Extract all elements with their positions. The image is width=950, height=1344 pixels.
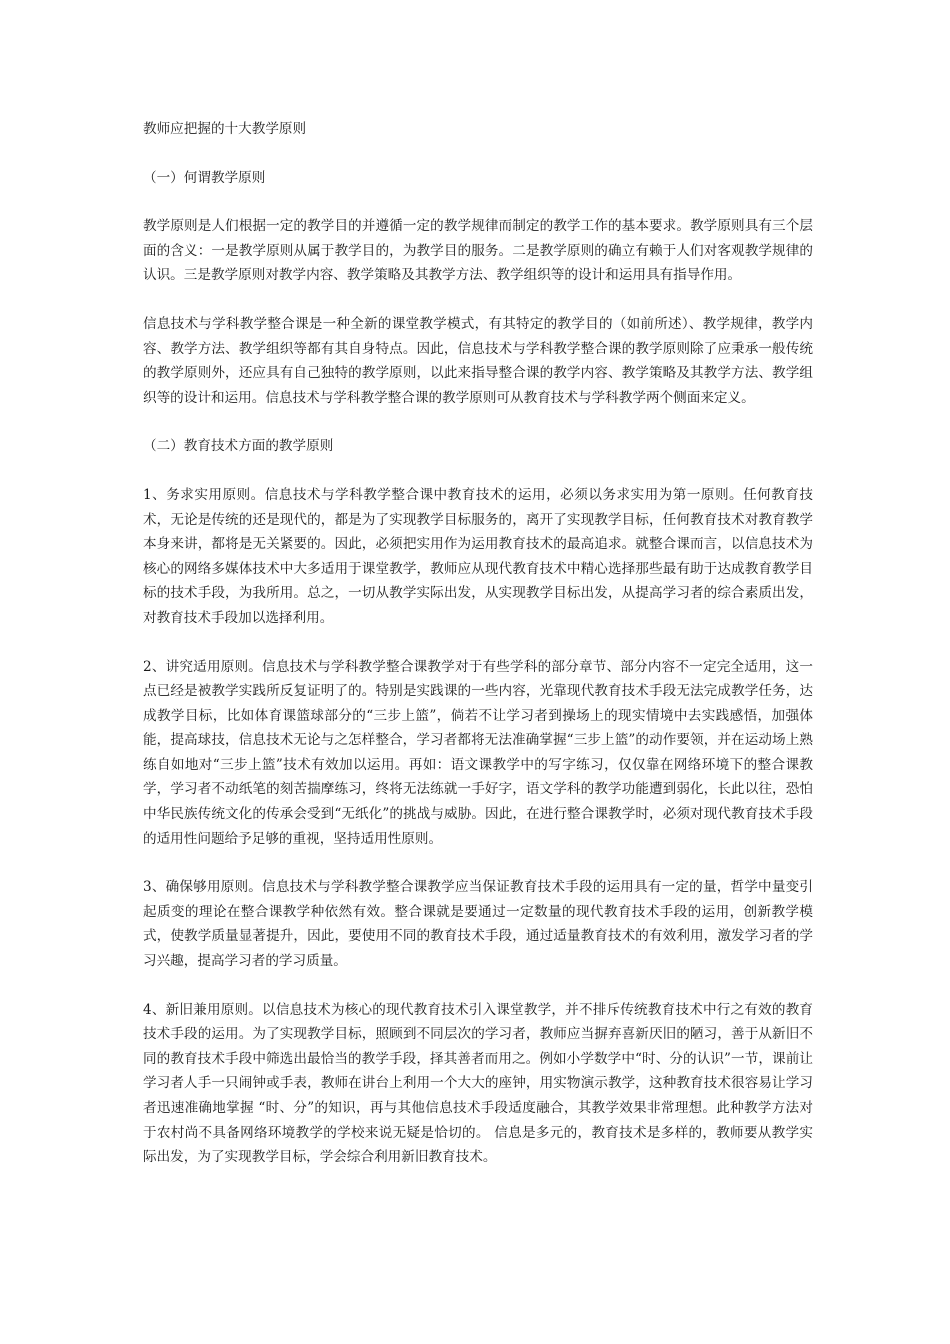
paragraph: 教学原则是人们根据一定的教学目的并遵循一定的教学规律而制定的教学工作的基本要求。教学原则具有三个层面的含义：一是教学原则从属于教学目的，为教学目的服务。二是教学原则的确立有赖于人们对客观教学规律的认识。三是教学原则对教学内容、教学策略及其教学方法、教学组织等的设计和运用具有指导作用。 [143,218,813,284]
document-title: 教师应把握的十大教学原则 [143,121,307,137]
paragraph: 2、讲究适用原则。信息技术与学科教学整合课教学对于有些学科的部分章节、部分内容不一定完全适用，这一点已经是被教学实践所反复证明了的。特别是实践课的一些内容，光靠现代教育技术手段无法完成教学任务，达成教学目标，比如体育课篮球部分的“三步上篮”，倘若不让学习者到操场上的现实情境中去实践感悟，加强体能，提高球技，信息技术无论与之怎样整合，学习者都将无法准确掌握“三步上篮”的动作要领，并在运动场上熟练自如地对“三步上篮”技术有效加以运用。再如：语文课教学中的写字练习，仅仅靠在网络环境下的整合课教学，学习者不动纸笔的刻苦揣摩练习，终将无法练就一手好字，语文学科的教学功能遭到弱化，长此以往，恐怕中华民族传统文化的传承会受到“无纸化”的挑战与威胁。因此，在进行整合课教学时，必须对现代教育技术手段的适用性问题给予足够的重视，坚持适用性原则。 [143,658,813,847]
paragraph: 4、新旧兼用原则。以信息技术为核心的现代教育技术引入课堂教学，并不排斥传统教育技术中行之有效的教育技术手段的运用。为了实现教学目标，照顾到不同层次的学习者，教师应当摒弃喜新厌旧的陋习，善于从新旧不同的教育技术手段中筛选出最恰当的教学手段，择其善者而用之。例如小学数学中“时、分的认识”一节，课前让学习者人手一只闹钟或手表，教师在讲台上利用一个大大的座钟，用实物演示教学，这种教育技术很容易让学习者迅速准确地掌握 “时、分”的知识，再与其他信息技术手段适度融合，其教学效果非常理想。此种教学方法对于农村尚不具备网络环境教学的学校来说无疑是恰切的。 信息是多元的，教育技术是多样的，教师要从教学实际出发，为了实现教学目标，学会综合利用新旧教育技术。 [143,1001,813,1166]
section-heading-1: （一）何谓教学原则 [143,169,266,186]
paragraph: 3、确保够用原则。信息技术与学科教学整合课教学应当保证教育技术手段的运用具有一定的量，哲学中量变引起质变的理论在整合课教学种依然有效。整合课就是要通过一定数量的现代教育技术手段的运用，创新教学模式，使教学质量显著提升，因此，要使用不同的教育技术手段，通过适量教育技术的有效利用，激发学习者的学习兴趣，提高学习者的学习质量。 [143,879,813,970]
document-body [143,117,813,1194]
paragraph: 信息技术与学科教学整合课是一种全新的课堂教学模式，有其特定的教学目的（如前所述）、教学规律，教学内容、教学方法、教学组织等都有其自身特点。因此，信息技术与学科教学整合课的教学原则除了应秉承一般传统的教学原则外，还应具有自己独特的教学原则，以此来指导整合课的教学内容、教学策略及其教学方法、教学组织等的设计和运用。信息技术与学科教学整合课的教学原则可从教育技术与学科教学两个侧面来定义。 [143,315,813,406]
paragraph: 1、务求实用原则。信息技术与学科教学整合课中教育技术的运用，必须以务求实用为第一原则。任何教育技术，无论是传统的还是现代的，都是为了实现教学目标服务的，离开了实现教学目标，任何教育技术对教育教学本身来讲，都将是无关紧要的。因此，必须把实用作为运用教育技术的最高追求。就整合课而言，以信息技术为核心的网络多媒体技术中大多适用于课堂教学，教师应从现代教育技术中精心选择那些最有助于达成教育教学目标的技术手段，为我所用。总之，一切从教学实际出发，从实现教学目标出发，从提高学习者的综合素质出发，对教育技术手段加以选择利用。 [143,486,813,626]
section-heading-2: （二）教育技术方面的教学原则 [143,438,334,455]
